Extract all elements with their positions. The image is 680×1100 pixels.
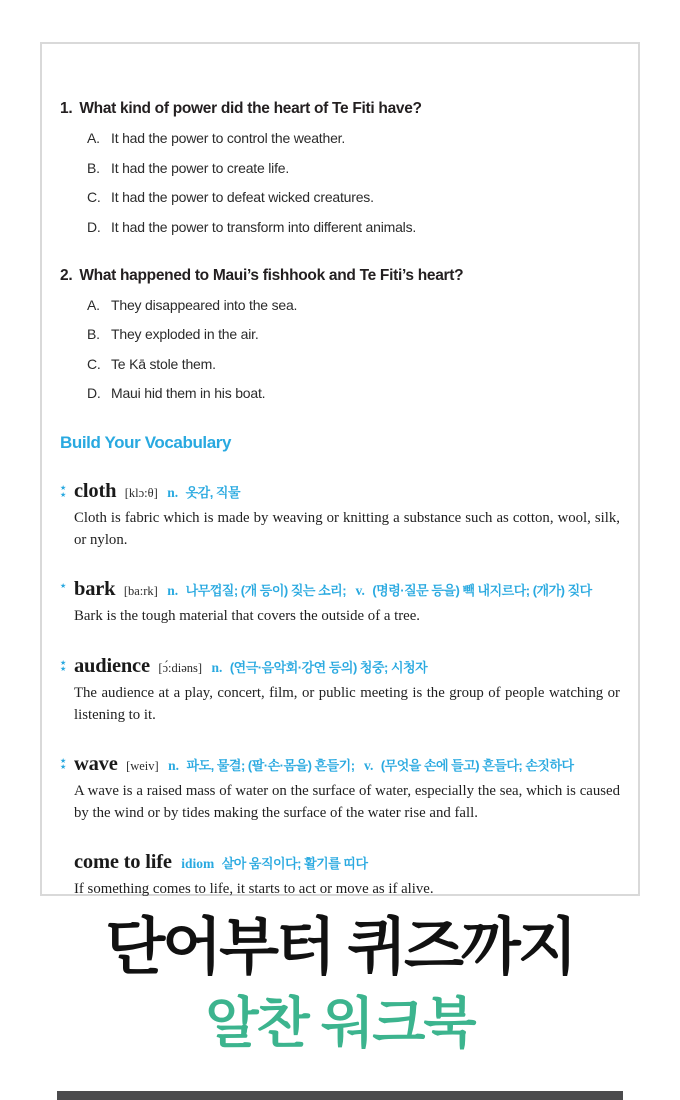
vocab-entry-bark (60, 578, 620, 627)
option-label: D. (87, 218, 101, 235)
option-text: They disappeared into the sea. (111, 296, 298, 313)
vocab-pos: n. (167, 583, 179, 599)
vocab-head-line (74, 851, 620, 875)
vocab-gloss: (무엇을 손에 들고) 흔들다; 손짓하다 (380, 757, 574, 773)
vocab-pos: v. (364, 757, 374, 773)
quiz-question-1 (60, 100, 620, 235)
option-label: B. (87, 326, 100, 342)
vocab-word: audience (74, 654, 150, 677)
vocab-word: come to life (74, 851, 172, 874)
vocab-phonetic: [ɔ́:diəns] (158, 660, 203, 675)
question-1-head (60, 100, 620, 118)
question-2-option-c (87, 356, 620, 372)
option-text: It had the power to create life. (111, 159, 290, 176)
question-1-option-d (87, 219, 620, 235)
star-bullet-icon: ★★ (60, 485, 69, 499)
vocab-gloss: 살아 움직이다; 활기를 띠다 (221, 856, 368, 872)
vocab-entry-wave (60, 753, 620, 824)
vocab-phonetic: [ba:rk] (123, 584, 158, 599)
question-2-option-a (87, 297, 620, 313)
vocab-entry-body (74, 753, 620, 824)
vocab-entry-body (74, 578, 620, 627)
star-bullet-icon: ★★ (60, 757, 69, 772)
vocab-gloss: 파도, 물결; (팔·손·몸을) 흔들기; (186, 757, 355, 773)
vocab-head-line (74, 578, 620, 602)
vocab-phonetic: [klɔ:θ] (124, 486, 158, 500)
option-text: Te Kā stole them. (111, 355, 216, 372)
vocab-pos: n. (168, 757, 180, 773)
vocab-pos: n. (167, 485, 179, 500)
option-label: A. (87, 296, 100, 313)
vocab-entry-body (74, 480, 620, 551)
vocab-entry-body (74, 655, 620, 726)
question-2-option-d (87, 385, 620, 401)
option-text: Maui hid them in his boat. (111, 385, 266, 401)
vocab-gloss: (명령·질문 등을) 빽 내지르다; (개가) 짖다 (372, 583, 592, 599)
worksheet-card (40, 42, 640, 896)
vocab-head-line (74, 480, 620, 504)
vocab-phonetic: [weiv] (126, 758, 159, 773)
question-1-options (60, 130, 620, 235)
footer-subtitle: 알찬 워크북 (205, 992, 475, 1054)
question-2-options (60, 297, 620, 402)
vocab-pos: n. (211, 659, 223, 675)
question-1-option-c (87, 189, 620, 205)
vocab-gloss: (연극·음악회·강연 등의) 청중; 시청자 (229, 659, 428, 675)
question-1-option-a (87, 130, 620, 146)
option-text: It had the power to defeat wicked creatures. (111, 189, 374, 205)
vocab-definition: Cloth is fabric which is made by weaving or knitting a substance such as cotton, wool, silk, or nylon. (74, 510, 620, 549)
option-text: They exploded in the air. (111, 326, 259, 342)
question-2-option-b (87, 326, 620, 342)
vocab-definition: Bark is the tough material that covers the outside of a tree. (74, 608, 420, 625)
vocabulary-heading: Build Your Vocabulary (60, 433, 232, 452)
option-label: C. (87, 189, 101, 205)
vocab-head-line (74, 655, 620, 679)
footer-title: 단어부터 퀴즈까지 (105, 913, 575, 982)
vocab-gloss: 나무껍질; (개 등이) 짖는 소리; (185, 583, 347, 599)
star-bullet-icon: ★ (60, 583, 69, 591)
quiz-question-2 (60, 267, 620, 402)
vocab-word: wave (74, 752, 118, 775)
question-2-stem: What happened to Maui’s fishhook and Te Fiti’s heart? (79, 266, 464, 284)
footer-bar (57, 1091, 623, 1100)
vocab-entry-audience (60, 655, 620, 726)
vocab-definition: A wave is a raised mass of water on the surface of water, especially the sea, which is caused by the wind or by tides making the surface of the water rise and fall. (74, 782, 620, 822)
vocab-definition: The audience at a play, concert, film, or public meeting is the group of people watching or listening to it. (74, 684, 620, 723)
question-1-option-b (87, 160, 620, 176)
vocab-entry-body (74, 851, 620, 900)
question-2-head (60, 267, 620, 285)
question-2-number: 2. (60, 266, 73, 284)
option-text: It had the power to transform into different animals. (111, 218, 417, 235)
option-label: A. (87, 130, 100, 146)
question-1-number: 1. (60, 100, 73, 117)
vocab-entry-come-to-life (60, 851, 620, 900)
star-bullet-icon (60, 857, 72, 900)
question-1-stem: What kind of power did the heart of Te Fiti have? (79, 100, 422, 117)
option-label: C. (87, 355, 101, 372)
vocab-word: cloth (74, 480, 117, 502)
option-label: D. (87, 385, 101, 401)
option-label: B. (87, 159, 100, 176)
star-bullet-icon: ★★ (60, 659, 69, 674)
vocab-gloss: 옷감, 직물 (185, 485, 241, 500)
vocab-head-line (74, 753, 620, 777)
vocab-definition: If something comes to life, it starts to act or move as if alive. (74, 881, 434, 898)
vocab-entry-cloth (60, 480, 620, 551)
option-text: It had the power to control the weather. (111, 130, 346, 146)
vocab-pos: v. (355, 583, 365, 599)
vocab-pos: idiom (181, 856, 215, 872)
vocab-word: bark (74, 578, 116, 601)
